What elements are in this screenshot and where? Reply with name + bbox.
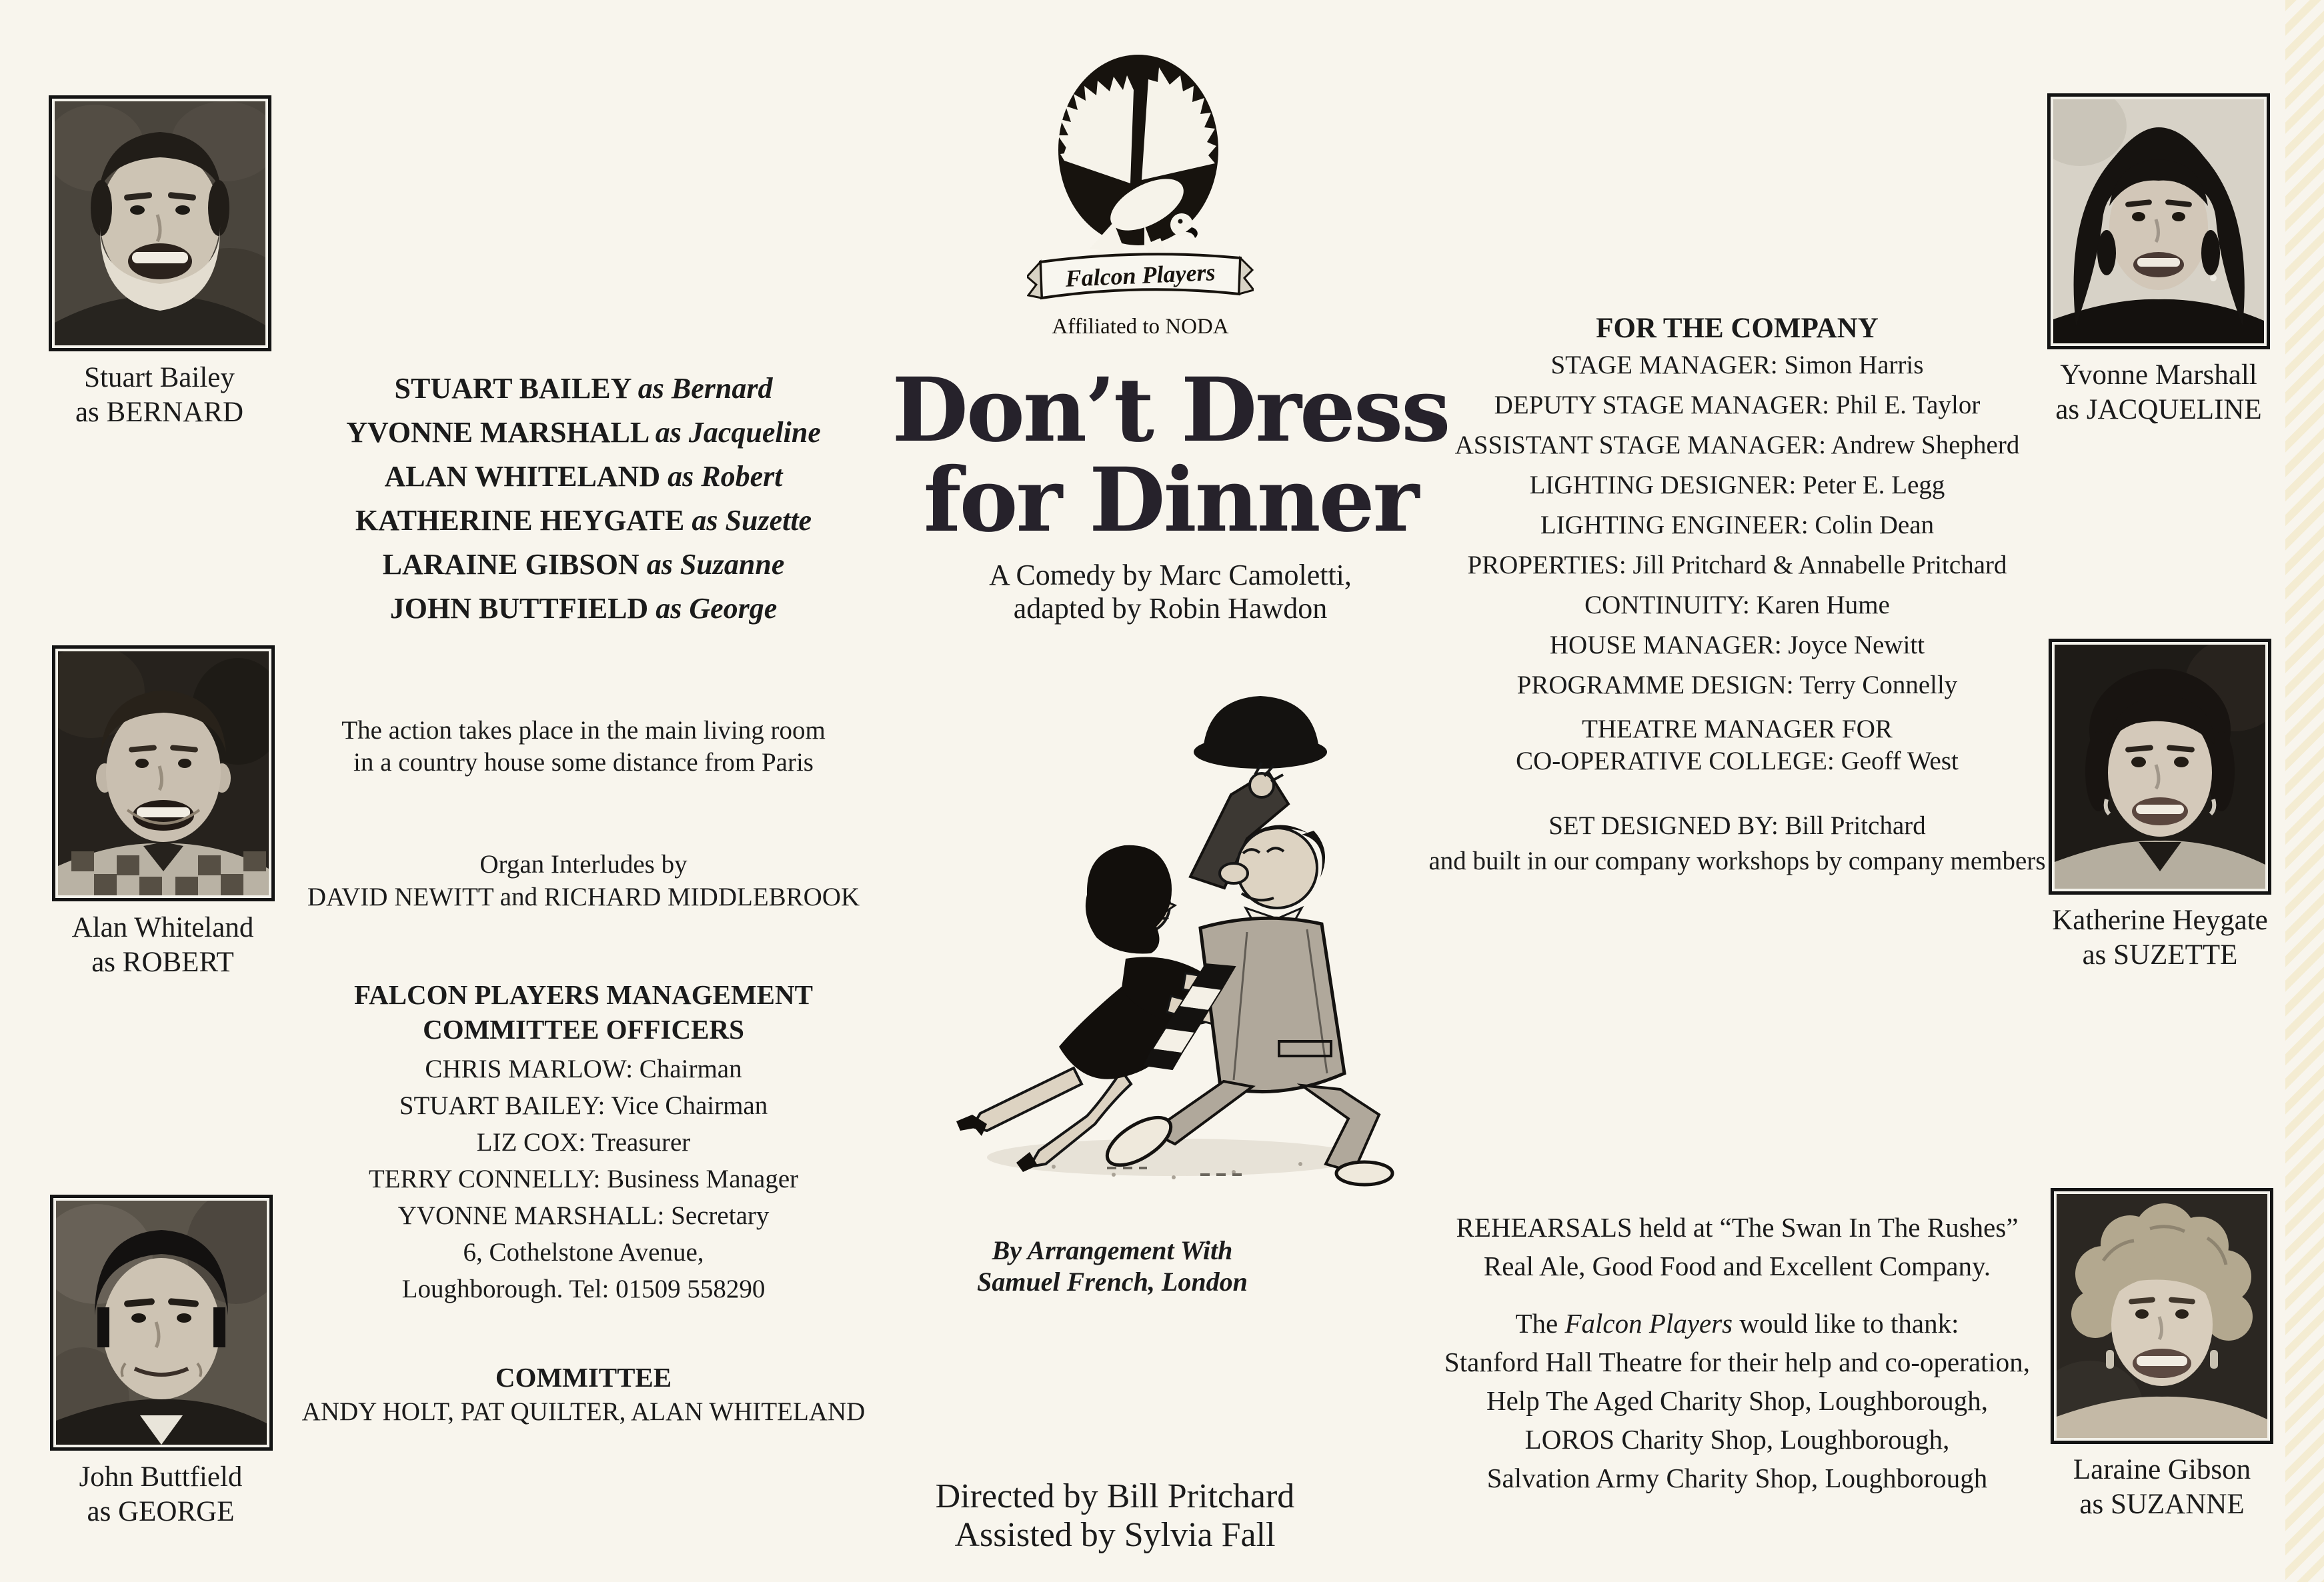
cast-row: ALAN WHITELAND as Robert	[384, 460, 783, 493]
thanks-line: LOROS Charity Shop, Loughborough,	[1524, 1424, 1950, 1455]
company-heading: FOR THE COMPANY	[1596, 313, 1879, 344]
logo-banner-text: Falcon Players	[1064, 259, 1216, 292]
officers-heading: FALCON PLAYERS MANAGEMENT COMMITTEE OFFICERS	[354, 979, 813, 1045]
photo-stuart-bailey	[49, 95, 271, 351]
thanks-line: Help The Aged Charity Shop, Loughborough,	[1486, 1385, 1988, 1416]
company-credit: CONTINUITY: Karen Hume	[1584, 591, 1890, 619]
farce-cartoon-illustration	[887, 673, 1447, 1193]
officer-item: LIZ COX: Treasurer	[476, 1128, 691, 1157]
caption-role: as ROBERT	[91, 947, 234, 978]
caption-role: as SUZETTE	[2082, 939, 2238, 971]
portrait-bernard	[55, 101, 265, 345]
committee-members: ANDY HOLT, PAT QUILTER, ALAN WHITELAND	[301, 1397, 866, 1426]
scan-edge-tint	[2285, 0, 2324, 1582]
arrangement-note: By Arrangement With Samuel French, London	[977, 1235, 1248, 1297]
caption-name: Alan Whiteland	[71, 912, 254, 943]
thanks-line: Stanford Hall Theatre for their help and co-operation,	[1444, 1347, 2031, 1377]
company-credit: LIGHTING DESIGNER: Peter E. Legg	[1529, 471, 1945, 499]
caption-stuart-bailey	[6, 361, 313, 430]
committee-heading: COMMITTEE	[495, 1362, 672, 1393]
caption-name: John Buttfield	[79, 1461, 243, 1493]
caption-name: Stuart Bailey	[84, 362, 235, 393]
company-credit: HOUSE MANAGER: Joyce Newitt	[1549, 631, 1925, 659]
thanks-line: Salvation Army Charity Shop, Loughborough	[1486, 1463, 1988, 1493]
caption-name: Katherine Heygate	[2052, 905, 2268, 936]
caption-role: as SUZANNE	[2079, 1489, 2245, 1520]
rehearsals-note: REHEARSALS held at “The Swan In The Rushes” Real Ale, Good Food and Excellent Company.	[1456, 1212, 2019, 1281]
caption-name: Yvonne Marshall	[2060, 359, 2257, 391]
officer-address-line: Loughborough. Tel: 01509 558290	[401, 1275, 766, 1303]
thanks-note	[1404, 1304, 2071, 1497]
portrait-suzette	[2055, 645, 2265, 889]
officer-address-line: 6, Cothelstone Avenue,	[463, 1238, 704, 1267]
photo-katherine-heygate	[2049, 639, 2271, 895]
cast-row: LARAINE GIBSON as Suzanne	[382, 548, 785, 581]
cast-row: JOHN BUTTFIELD as George	[389, 592, 778, 625]
logo-affiliation: Affiliated to NODA	[1052, 315, 1229, 339]
photo-laraine-gibson	[2051, 1188, 2273, 1444]
officer-item: YVONNE MARSHALL: Secretary	[397, 1201, 770, 1230]
caption-role: as GEORGE	[87, 1496, 235, 1527]
company-credit: DEPUTY STAGE MANAGER: Phil E. Taylor	[1494, 391, 1981, 419]
portrait-robert	[58, 651, 269, 895]
caption-katherine-heygate	[2007, 903, 2313, 973]
company-credit: THEATRE MANAGER FOR	[1582, 715, 1893, 743]
company-credit: STAGE MANAGER: Simon Harris	[1550, 351, 1924, 379]
portrait-suzanne	[2057, 1194, 2267, 1438]
caption-name: Laraine Gibson	[2073, 1454, 2251, 1485]
company-credit: ASSISTANT STAGE MANAGER: Andrew Shepherd	[1454, 431, 2020, 459]
direction-credits: Directed by Bill Pritchard Assisted by Sylvia Fall	[935, 1477, 1295, 1554]
cast-row: KATHERINE HEYGATE as Suzette	[355, 504, 812, 537]
photo-alan-whiteland	[52, 645, 275, 901]
cast-row: YVONNE MARSHALL as Jacqueline	[346, 416, 821, 449]
company-credit: LIGHTING ENGINEER: Colin Dean	[1540, 511, 1935, 539]
thanks-intro: The Falcon Players would like to thank:	[1515, 1308, 1959, 1339]
portrait-george	[56, 1201, 267, 1445]
action-note: The action takes place in the main living room in a country house some distance from Paris	[341, 716, 826, 777]
portrait-jacqueline	[2053, 99, 2264, 343]
cast-list	[283, 367, 884, 631]
cast-row: STUART BAILEY as Bernard	[394, 372, 773, 405]
play-title: Don’t Dress for Dinner	[892, 359, 1449, 552]
caption-role: as JACQUELINE	[2055, 394, 2262, 425]
play-byline: A Comedy by Marc Camoletti, adapted by Robin Hawdon	[989, 559, 1352, 625]
organ-interludes: Organ Interludes by DAVID NEWITT and RICHARD MIDDLEBROOK	[307, 850, 860, 911]
officers-list	[283, 1051, 884, 1307]
officer-item: TERRY CONNELLY: Business Manager	[368, 1165, 799, 1193]
caption-alan-whiteland	[9, 911, 316, 980]
caption-john-buttfield	[7, 1460, 314, 1529]
photo-yvonne-marshall	[2047, 93, 2270, 349]
set-design-credit: SET DESIGNED BY: Bill Pritchard and built in our company workshops by company members	[1428, 811, 2046, 875]
falcon-eye	[1178, 219, 1183, 224]
caption-role: as BERNARD	[75, 397, 244, 428]
company-credit: PROGRAMME DESIGN: Terry Connelly	[1516, 671, 1958, 699]
company-credit: CO-OPERATIVE COLLEGE: Geoff West	[1516, 747, 1959, 775]
company-credit: PROPERTIES: Jill Pritchard & Annabelle Pritchard	[1467, 551, 2007, 579]
officer-item: STUART BAILEY: Vice Chairman	[399, 1091, 768, 1120]
company-credits	[1417, 345, 2057, 777]
officer-item: CHRIS MARLOW: Chairman	[425, 1055, 742, 1083]
